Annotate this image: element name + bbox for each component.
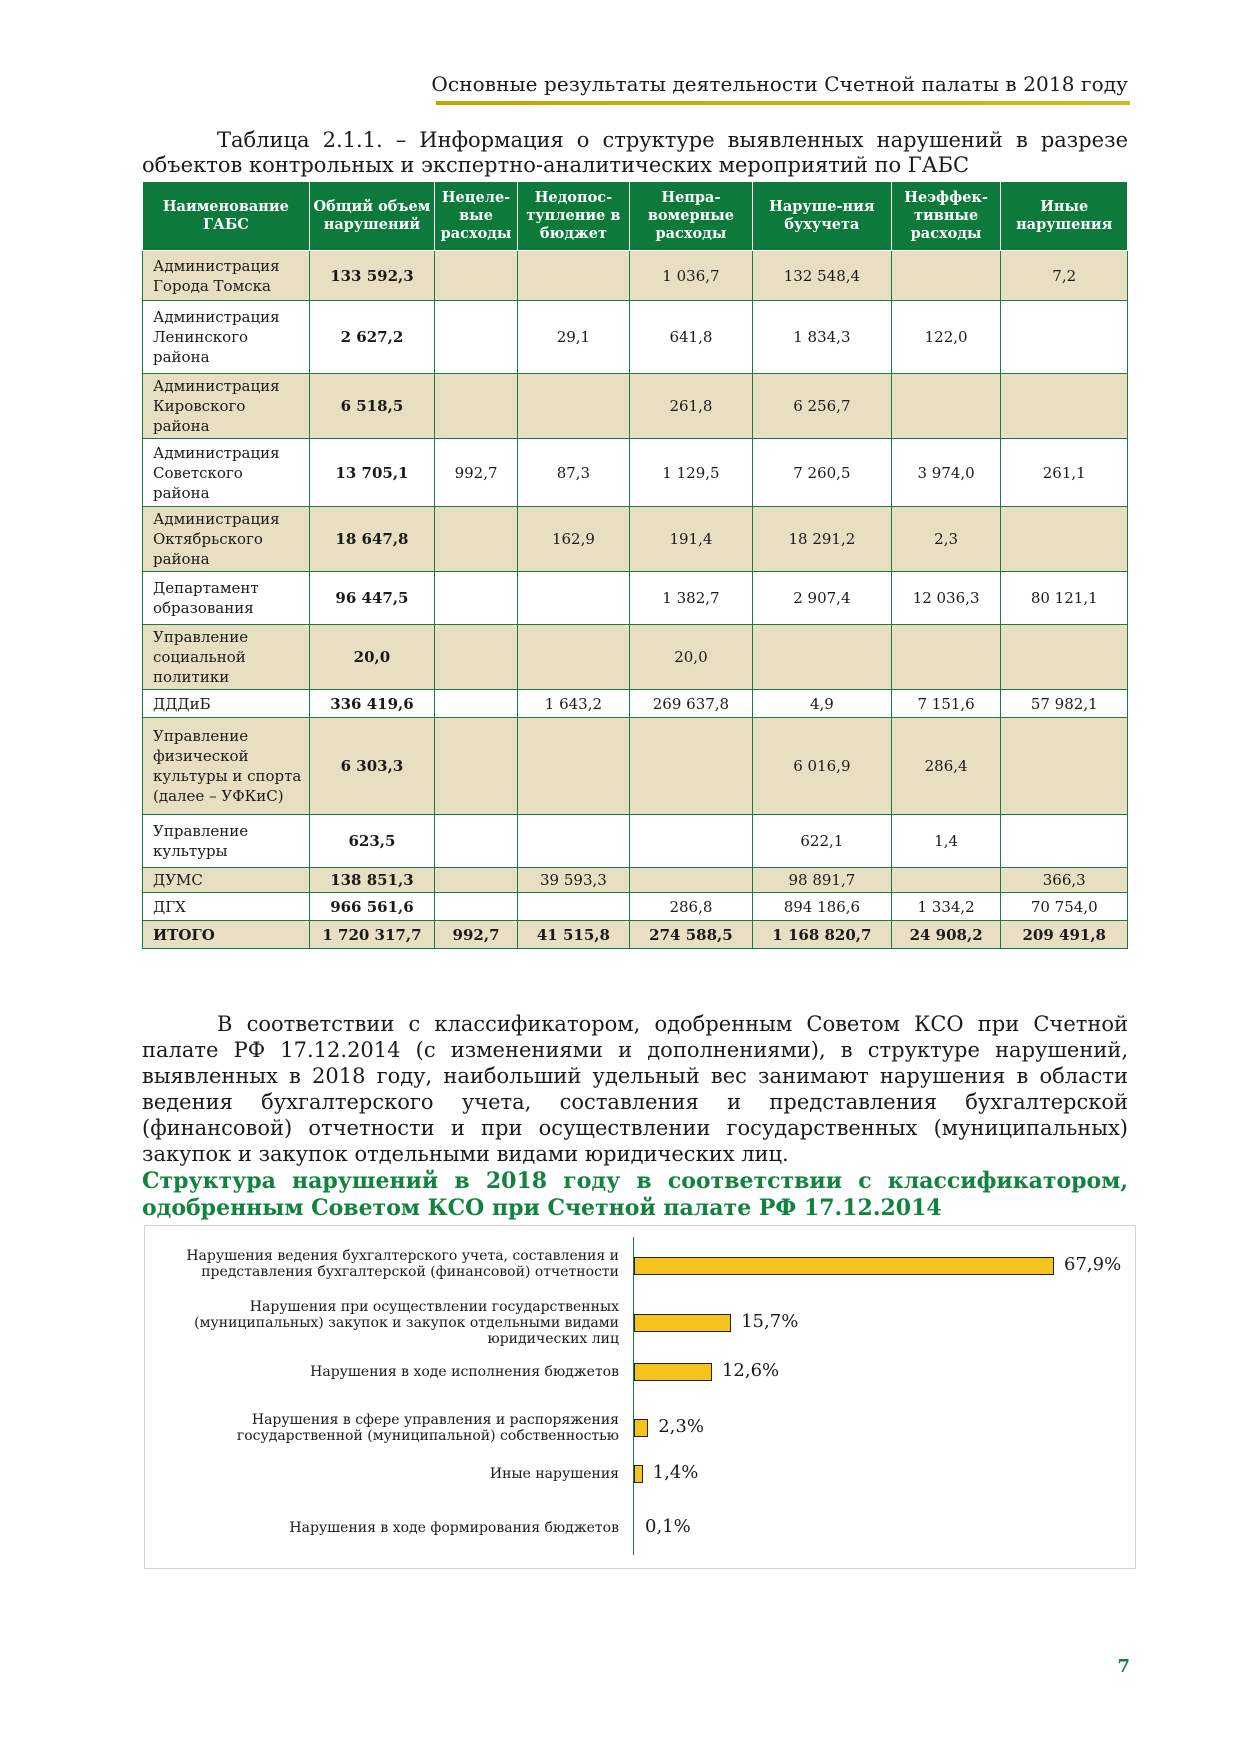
cell-accounting: 18 291,2: [752, 507, 891, 572]
table-caption-text: Таблица 2.1.1. – Информация о структуре выявленных нарушений в разрезе объектов контрольных и экспертно-аналитических мероприятий по ГАБС: [142, 128, 1128, 177]
cell-accounting: 2 907,4: [752, 572, 891, 625]
cell-other: 7,2: [1001, 251, 1128, 301]
col-header-misuse: Нецеле-вые расходы: [435, 182, 518, 251]
cell-unlawful: [629, 718, 752, 815]
cell-misuse: [435, 815, 518, 868]
cell-shortfall: [517, 572, 629, 625]
cell-ineffective: 1,4: [891, 815, 1001, 868]
cell-total: 966 561,6: [309, 893, 434, 921]
cell-shortfall: 87,3: [517, 439, 629, 507]
table-header-row: [143, 182, 1128, 251]
cell-misuse: [435, 251, 518, 301]
cell-shortfall: [517, 718, 629, 815]
chart-category-label: Нарушения при осуществлении государственных (муниципальных) закупок и закупок отдельными видами юридических лиц: [194, 1299, 619, 1347]
cell-accounting: 1 834,3: [752, 301, 891, 374]
chart-category-label: Нарушения в ходе формирования бюджетов: [289, 1520, 619, 1536]
violations-table: [142, 181, 1128, 949]
chart-bar: [634, 1419, 648, 1437]
table-caption: [142, 128, 1128, 178]
cell-name: ДДДиБ: [143, 690, 310, 718]
cell-name: Администрация Города Томска: [143, 251, 310, 301]
body-paragraph-text: В соответствии с классификатором, одобренным Советом КСО при Счетной палате РФ 17.12.2014 (с изменениями и дополнениями), в структуре нарушений, выявленных в 2018 году, наибольший удельный вес занимают нарушения в области ведения бухгалтерского учета, составления и представления бухгалтерской (финансовой) отчетности и при осуществлении государственных (муниципальных) закупок и закупок отдельными видами юридических лиц.: [142, 1012, 1128, 1166]
cell-ineffective: 2,3: [891, 507, 1001, 572]
header-rule: [436, 101, 1130, 105]
chart-category-label: Нарушения в ходе исполнения бюджетов: [310, 1364, 619, 1380]
chart-value-label: 67,9%: [1064, 1254, 1122, 1275]
cell-name: Управление социальной политики: [143, 625, 310, 690]
cell-ineffective: [891, 374, 1001, 439]
cell-shortfall: 39 593,3: [517, 868, 629, 893]
cell-ineffective: 1 334,2: [891, 893, 1001, 921]
table-row: [143, 893, 1128, 921]
cell-unlawful: 1 382,7: [629, 572, 752, 625]
cell-name: Администрация Советского района: [143, 439, 310, 507]
cell-shortfall: [517, 374, 629, 439]
cell-name: ДУМС: [143, 868, 310, 893]
cell-other: 366,3: [1001, 868, 1128, 893]
cell-ineffective: 7 151,6: [891, 690, 1001, 718]
cell-total: 1 720 317,7: [309, 921, 434, 949]
cell-unlawful: 261,8: [629, 374, 752, 439]
cell-total: 20,0: [309, 625, 434, 690]
cell-misuse: [435, 625, 518, 690]
chart-category-label: Нарушения в сфере управления и распоряжения государственной (муниципальной) собственностью: [236, 1412, 619, 1444]
cell-name: Администрация Октябрьского района: [143, 507, 310, 572]
body-paragraph: [142, 1011, 1128, 1167]
table-row: [143, 718, 1128, 815]
cell-shortfall: 162,9: [517, 507, 629, 572]
cell-name: Администрация Ленинского района: [143, 301, 310, 374]
cell-total: 6 303,3: [309, 718, 434, 815]
cell-other: [1001, 507, 1128, 572]
cell-unlawful: 641,8: [629, 301, 752, 374]
cell-misuse: [435, 718, 518, 815]
cell-ineffective: 122,0: [891, 301, 1001, 374]
chart-value-label: 2,3%: [658, 1416, 704, 1437]
cell-accounting: 98 891,7: [752, 868, 891, 893]
cell-misuse: [435, 572, 518, 625]
chart-category-label: Иные нарушения: [489, 1466, 619, 1482]
col-header-accounting: Наруше-ния бухучета: [752, 182, 891, 251]
cell-other: 209 491,8: [1001, 921, 1128, 949]
cell-ineffective: 3 974,0: [891, 439, 1001, 507]
col-header-name: Наименование ГАБС: [143, 182, 310, 251]
cell-total: 133 592,3: [309, 251, 434, 301]
cell-misuse: [435, 374, 518, 439]
cell-unlawful: 1 129,5: [629, 439, 752, 507]
chart-value-label: 0,1%: [645, 1516, 691, 1537]
cell-ineffective: [891, 251, 1001, 301]
chart-bar: [634, 1314, 731, 1332]
cell-unlawful: 20,0: [629, 625, 752, 690]
cell-name: Администрация Кировского района: [143, 374, 310, 439]
cell-total: 336 419,6: [309, 690, 434, 718]
cell-accounting: 7 260,5: [752, 439, 891, 507]
cell-unlawful: 191,4: [629, 507, 752, 572]
table-row: [143, 690, 1128, 718]
cell-total: 2 627,2: [309, 301, 434, 374]
cell-shortfall: [517, 625, 629, 690]
cell-other: [1001, 374, 1128, 439]
cell-shortfall: [517, 251, 629, 301]
cell-accounting: 6 256,7: [752, 374, 891, 439]
cell-accounting: 622,1: [752, 815, 891, 868]
cell-misuse: 992,7: [435, 921, 518, 949]
cell-shortfall: 1 643,2: [517, 690, 629, 718]
cell-accounting: [752, 625, 891, 690]
cell-accounting: 1 168 820,7: [752, 921, 891, 949]
col-header-unlawful: Непра-вомерные расходы: [629, 182, 752, 251]
cell-ineffective: [891, 625, 1001, 690]
cell-shortfall: [517, 815, 629, 868]
cell-total: 6 518,5: [309, 374, 434, 439]
cell-other: 80 121,1: [1001, 572, 1128, 625]
page-number: 7: [1117, 1656, 1130, 1677]
cell-other: [1001, 625, 1128, 690]
table-row: [143, 815, 1128, 868]
cell-total: 623,5: [309, 815, 434, 868]
chart-bar: [634, 1363, 712, 1381]
cell-name: ДГХ: [143, 893, 310, 921]
cell-ineffective: [891, 868, 1001, 893]
table-row: [143, 301, 1128, 374]
chart-value-label: 1,4%: [652, 1462, 699, 1483]
cell-accounting: 132 548,4: [752, 251, 891, 301]
cell-name: Управление культуры: [143, 815, 310, 868]
cell-other: 261,1: [1001, 439, 1128, 507]
chart-category-label: Нарушения ведения бухгалтерского учета, составления и представления бухгалтерской (финансовой) отчетности: [186, 1248, 619, 1280]
cell-ineffective: 286,4: [891, 718, 1001, 815]
cell-unlawful: [629, 815, 752, 868]
cell-accounting: 4,9: [752, 690, 891, 718]
table-row: [143, 507, 1128, 572]
cell-total: 18 647,8: [309, 507, 434, 572]
cell-name: Департамент образования: [143, 572, 310, 625]
col-header-total: Общий объем нарушений: [309, 182, 434, 251]
cell-misuse: [435, 301, 518, 374]
chart-axis: [633, 1237, 634, 1555]
cell-misuse: [435, 893, 518, 921]
cell-unlawful: 1 036,7: [629, 251, 752, 301]
cell-unlawful: 286,8: [629, 893, 752, 921]
cell-shortfall: [517, 893, 629, 921]
cell-name: Управление физической культуры и спорта (далее – УФКиС): [143, 718, 310, 815]
cell-other: 70 754,0: [1001, 893, 1128, 921]
cell-unlawful: [629, 868, 752, 893]
cell-misuse: [435, 690, 518, 718]
cell-total: 138 851,3: [309, 868, 434, 893]
cell-misuse: [435, 507, 518, 572]
page-header: Основные результаты деятельности Счетной палаты в 2018 году: [431, 72, 1128, 96]
chart-bar: [634, 1465, 643, 1483]
chart-bar: [634, 1257, 1054, 1275]
chart-value-label: 15,7%: [741, 1311, 799, 1332]
col-header-shortfall: Недопос-тупление в бюджет: [517, 182, 629, 251]
violations-chart: [144, 1225, 1136, 1569]
table-row-total: [143, 921, 1128, 949]
cell-other: [1001, 301, 1128, 374]
table-row: [143, 572, 1128, 625]
col-header-ineffective: Неэффек-тивные расходы: [891, 182, 1001, 251]
chart-bar: [634, 1519, 635, 1537]
cell-shortfall: 41 515,8: [517, 921, 629, 949]
chart-value-label: 12,6%: [721, 1360, 780, 1381]
table-row: [143, 868, 1128, 893]
cell-unlawful: 274 588,5: [629, 921, 752, 949]
table-row: [143, 251, 1128, 301]
cell-ineffective: 24 908,2: [891, 921, 1001, 949]
table-row: [143, 374, 1128, 439]
table-row: [143, 439, 1128, 507]
table-row: [143, 625, 1128, 690]
cell-accounting: 6 016,9: [752, 718, 891, 815]
cell-unlawful: 269 637,8: [629, 690, 752, 718]
cell-total: 96 447,5: [309, 572, 434, 625]
cell-other: 57 982,1: [1001, 690, 1128, 718]
cell-other: [1001, 718, 1128, 815]
cell-misuse: 992,7: [435, 439, 518, 507]
cell-total: 13 705,1: [309, 439, 434, 507]
chart-title: Структура нарушений в 2018 году в соответствии с классификатором, одобренным Советом КСО при Счетной палате РФ 17.12.2014: [142, 1168, 1128, 1221]
cell-other: [1001, 815, 1128, 868]
cell-shortfall: 29,1: [517, 301, 629, 374]
cell-misuse: [435, 868, 518, 893]
cell-ineffective: 12 036,3: [891, 572, 1001, 625]
cell-name: ИТОГО: [143, 921, 310, 949]
cell-accounting: 894 186,6: [752, 893, 891, 921]
col-header-other: Иные нарушения: [1001, 182, 1128, 251]
